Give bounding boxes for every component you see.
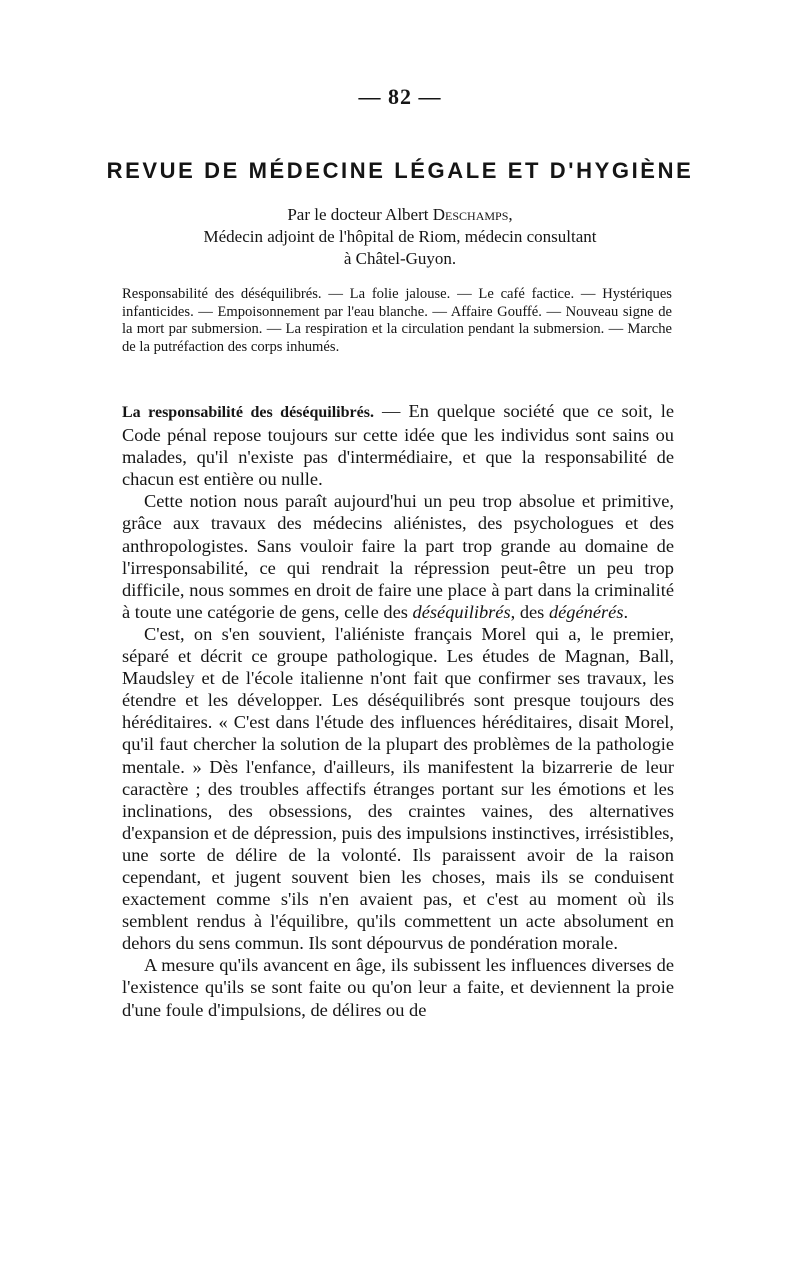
author-line bbox=[110, 204, 690, 226]
paragraph-text: , des bbox=[510, 601, 549, 622]
author-affiliation: Médecin adjoint de l'hôpital de Riom, médecin consultant bbox=[203, 227, 597, 246]
author-location: à Châtel-Guyon. bbox=[343, 249, 457, 268]
italic-term: déséquilibrés bbox=[412, 601, 511, 622]
article-body bbox=[122, 400, 674, 1021]
paragraph-text: . bbox=[623, 601, 629, 622]
author-surname: Deschamps bbox=[432, 205, 509, 224]
author-block bbox=[110, 204, 690, 270]
paragraph-text: Cette notion nous paraît aujourd'hui un peu trop absolue et primitive, grâce aux travaux des médecins aliénistes, des psychologues et des anthropologistes. Sans vouloir faire la part trop grande au domaine de l'irresponsabilité, ce qui rendrait la répression peut-être un peu trop difficile, nous sommes en droit de faire une place à part dans la criminalité à toute une catégorie de gens, celle des bbox=[122, 491, 674, 622]
paragraph: C'est, on s'en souvient, l'aliéniste français Morel qui a, le premier, séparé et décrit ce groupe pathologique. Les études de Magnan, Ball, Maudsley et de l'école italienne n'ont fait que confirmer ses travaux, les étendre et les développer. Les déséquilibrés sont presque toujours des héréditaires. « C'est dans l'étude des influences héréditaires, disait Morel, qu'il faut chercher la solution de la plupart des problèmes de la pathologie mentale. » Dès l'enfance, d'ailleurs, ils manifestent la bizarrerie de leur caractère ; des troubles affectifs étranges portant sur les émotions et les inclinations, des obsessions, des craintes vaines, des alternatives d'expansion et de dépression, puis des impulsions instinctives, irrésistibles, une sorte de délire de la volonté. Ils paraissent avoir de la raison cependant, et jugent souvent bien les choses, mais ils se conduisent exactement comme s'ils n'en avaient pas, et c'est au moment où ils semblent rendus à l'équilibre, qu'ils commettent un acte absolument en dehors du sens commun. Ils sont dépourvus de pondération morale. bbox=[122, 623, 674, 954]
paragraph bbox=[122, 400, 674, 490]
page-number: — 82 — bbox=[358, 84, 442, 109]
section-heading: La responsabilité des déséquilibrés. bbox=[122, 404, 374, 421]
author-line-suffix: , bbox=[508, 205, 513, 224]
paragraph: A mesure qu'ils avancent en âge, ils subissent les influences diverses de l'existence qu'ils se sont faite ou qu'on leur a faite, et deviennent la proie d'une foule d'impulsions, de délires ou de bbox=[122, 955, 674, 1020]
author-line-prefix: Par le docteur Albert bbox=[287, 205, 433, 224]
paragraph bbox=[122, 490, 674, 623]
italic-term: dégénérés bbox=[548, 601, 624, 622]
journal-title: REVUE DE MÉDECINE LÉGALE ET D'HYGIÈNE bbox=[106, 158, 694, 183]
paragraph-text: — En quelque société que ce soit, le Code pénal repose toujours sur cette idée que les individus sont sains ou malades, qu'il n'existe pas d'intermédiaire, et que la responsabilité de chacun est entière ou nulle. bbox=[122, 401, 675, 490]
article-summary: Responsabilité des déséquilibrés. — La folie jalouse. — Le café factice. — Hystériques infanticides. — Empoisonnement par l'eau blanche. — Affaire Gouffé. — Nouveau signe de la mort par submersion. — La respiration et la circulation pendant la submersion. — Marche de la putréfaction des corps inhumés. bbox=[122, 286, 672, 355]
